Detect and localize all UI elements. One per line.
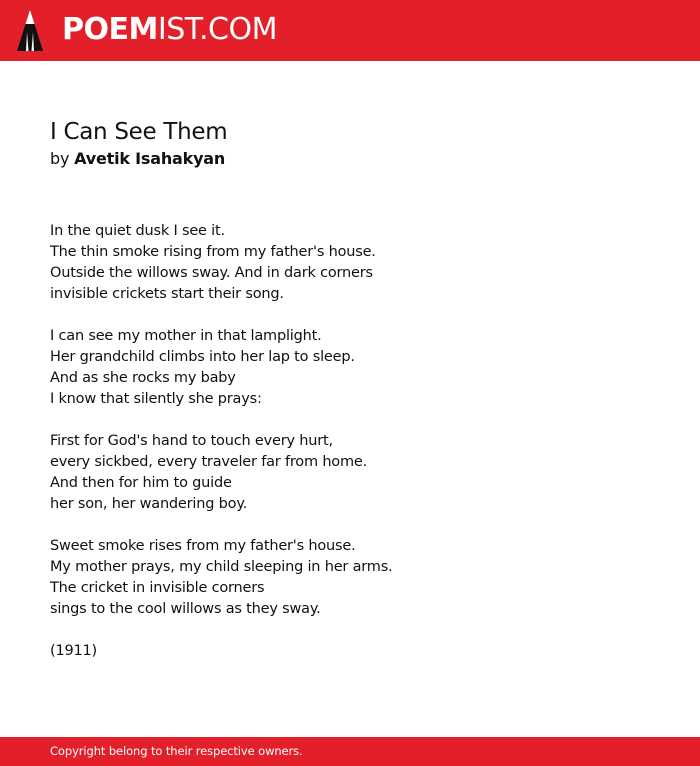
site-footer — [0, 737, 700, 766]
poem-line: And as she rocks my baby — [50, 370, 236, 386]
logo-bold-text: POEM — [62, 12, 158, 47]
poem-content — [50, 117, 650, 662]
logo-thin-text: IST.COM — [157, 12, 277, 47]
site-logo[interactable] — [62, 13, 277, 47]
stanza — [50, 221, 650, 305]
by-label: by — [50, 149, 70, 168]
poem-line: Her grandchild climbs into her lap to sleep. — [50, 349, 355, 365]
poem-year: (1911) — [50, 643, 98, 659]
poem-line: her son, her wandering boy. — [50, 496, 248, 512]
poem-line: In the quiet dusk I see it. — [50, 223, 225, 239]
poem-line: My mother prays, my child sleeping in her arms. — [50, 559, 393, 575]
stanza — [50, 326, 650, 410]
poem-line: I can see my mother in that lamplight. — [50, 328, 322, 344]
poem-line: The thin smoke rising from my father's house. — [50, 244, 376, 260]
poem-line: sings to the cool willows as they sway. — [50, 601, 321, 617]
site-header — [0, 0, 700, 61]
copyright-text: Copyright belong to their respective owners. — [50, 744, 303, 758]
poem-title: I Can See Them — [50, 119, 228, 145]
poem-line: The cricket in invisible corners — [50, 580, 265, 596]
poem-line: Outside the willows sway. And in dark corners — [50, 265, 373, 281]
poem-line: And then for him to guide — [50, 475, 232, 491]
stanza — [50, 431, 650, 515]
stanza — [50, 536, 650, 620]
poem-line: every sickbed, every traveler far from home. — [50, 454, 368, 470]
poem-line: First for God's hand to touch every hurt, — [50, 433, 333, 449]
poem-line: invisible crickets start their song. — [50, 286, 284, 302]
pencil-tip-icon[interactable] — [17, 10, 43, 51]
poem-line: I know that silently she prays: — [50, 391, 262, 407]
poem-line: Sweet smoke rises from my father's house. — [50, 538, 356, 554]
author-name: Avetik Isahakyan — [74, 149, 226, 168]
poem-body — [50, 221, 650, 662]
byline — [50, 148, 650, 170]
